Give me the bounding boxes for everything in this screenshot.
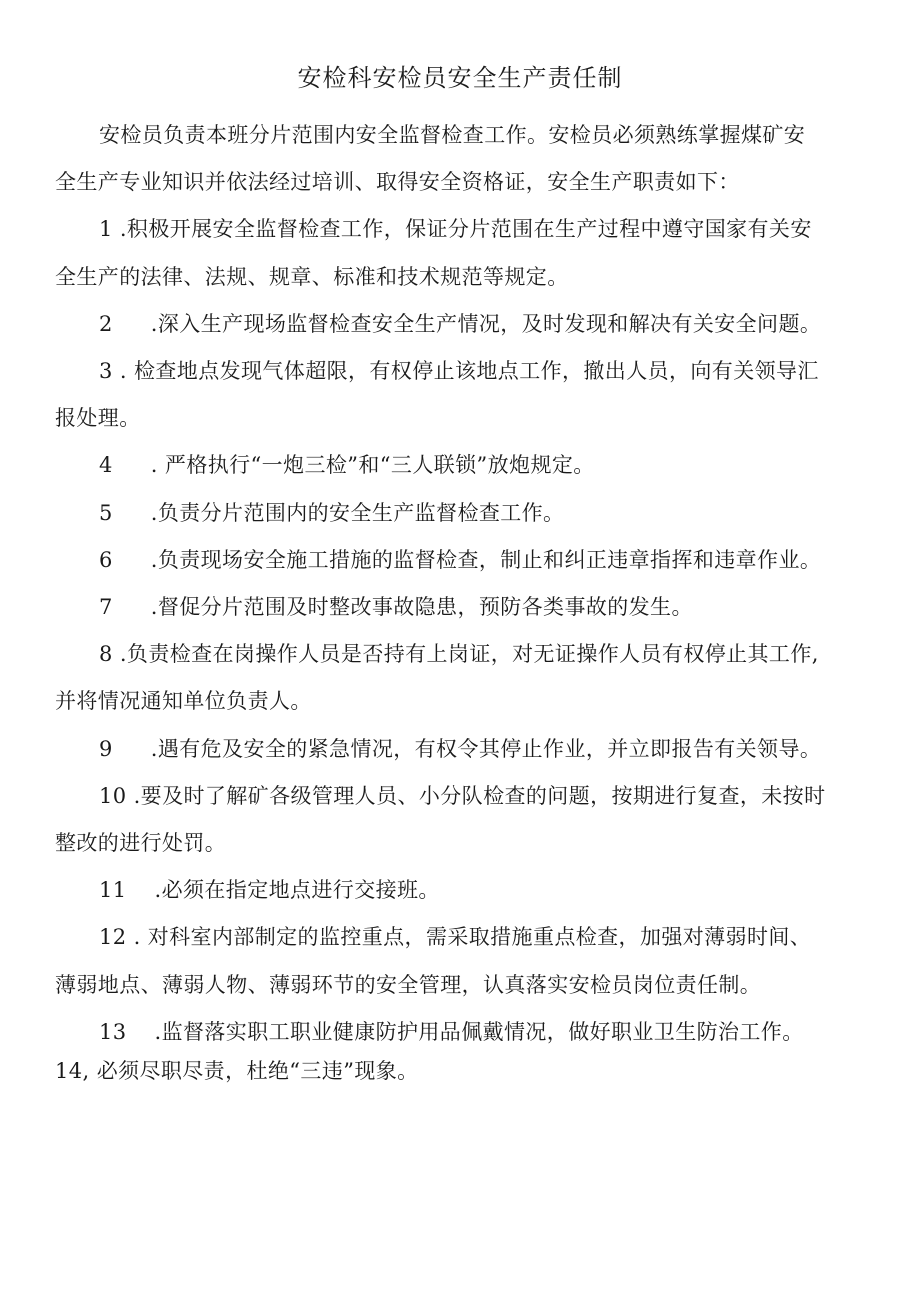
item-text: .负责现场安全施工措施的监督检查，制止和纠正违章指挥和违章作业。 [150, 547, 822, 572]
item-text: .监督落实职工职业健康防护用品佩戴情况，做好职业卫生防治工作。 [154, 1019, 804, 1044]
item-number: 9 [99, 736, 113, 761]
item-text: .负责检查在岗操作人员是否持有上岗证，对无证操作人员有权停止其工作, [119, 642, 819, 667]
item-text: . 检查地点发现气体超限，有权停止该地点工作，撤出人员，向有关领导汇 [119, 359, 819, 384]
item-number: 2 [99, 311, 113, 336]
item-number: 11 [99, 878, 127, 903]
item-number: 14, [55, 1059, 90, 1084]
item-4-line-1 [55, 442, 873, 489]
item-number: 4 [99, 453, 113, 478]
item-8-line-1 [55, 631, 873, 678]
item-number: 3 [99, 359, 113, 384]
document-title: 安检科安检员安全生产责任制 [297, 64, 623, 92]
item-number: 12 [99, 925, 127, 950]
item-12-line-2: 薄弱地点、薄弱人物、薄弱环节的安全管理，认真落实安检员岗位责任制。 [55, 972, 762, 997]
item-3-line-2: 报处理。 [55, 406, 141, 431]
item-number: 8 [99, 642, 113, 667]
item-text: .必须在指定地点进行交接班。 [154, 878, 440, 903]
item-number: 10 [99, 783, 127, 808]
item-text: . 对科室内部制定的监控重点，需采取措施重点检查，加强对薄弱时间、 [133, 925, 812, 950]
item-11-line-1 [55, 867, 873, 914]
item-6-line-1 [55, 537, 873, 584]
intro-line-1: 安检员负责本班分片范围内安全监督检查工作。安检员必须熟练掌握煤矿安 [99, 123, 806, 147]
item-12-line-1 [55, 914, 873, 961]
item-number: 13 [99, 1019, 127, 1044]
item-2-line-1 [55, 301, 873, 348]
intro-line-2: 全生产专业知识并依法经过培训、取得安全资格证，安全生产职责如下： [55, 170, 740, 195]
item-text: 必须尽职尽责，杜绝“三违”现象。 [96, 1059, 419, 1084]
item-text: .负责分片范围内的安全生产监督检查工作。 [150, 500, 565, 525]
item-number: 1 [99, 217, 113, 242]
item-1-line-1 [55, 206, 873, 253]
item-1-line-2: 全生产的法律、法规、规章、标准和技术规范等规定。 [55, 264, 569, 289]
item-10-line-2: 整改的进行处罚。 [55, 831, 227, 856]
item-text: .深入生产现场监督检查安全生产情况，及时发现和解决有关安全问题。 [150, 311, 822, 336]
item-number: 6 [99, 547, 113, 572]
item-9-line-1 [55, 726, 873, 773]
item-number: 5 [99, 500, 113, 525]
item-3-line-1 [55, 348, 873, 395]
item-text: .督促分片范围及时整改事故隐患，预防各类事故的发生。 [150, 595, 693, 620]
item-5-line-1 [55, 490, 873, 537]
item-text: .积极开展安全监督检查工作，保证分片范围在生产过程中遵守国家有关安 [119, 217, 812, 242]
item-text: . 严格执行“一炮三检”和“三人联锁”放炮规定。 [150, 453, 595, 478]
item-text: .要及时了解矿各级管理人员、小分队检查的问题，按期进行复查，未按时 [133, 783, 826, 808]
item-10-line-1 [55, 773, 873, 820]
item-number: 7 [99, 595, 113, 620]
document-body [55, 112, 873, 1095]
item-8-line-2: 并将情况通知单位负责人。 [55, 689, 312, 714]
item-text: .遇有危及安全的紧急情况，有权令其停止作业，并立即报告有关领导。 [150, 736, 822, 761]
item-7-line-1 [55, 584, 873, 631]
